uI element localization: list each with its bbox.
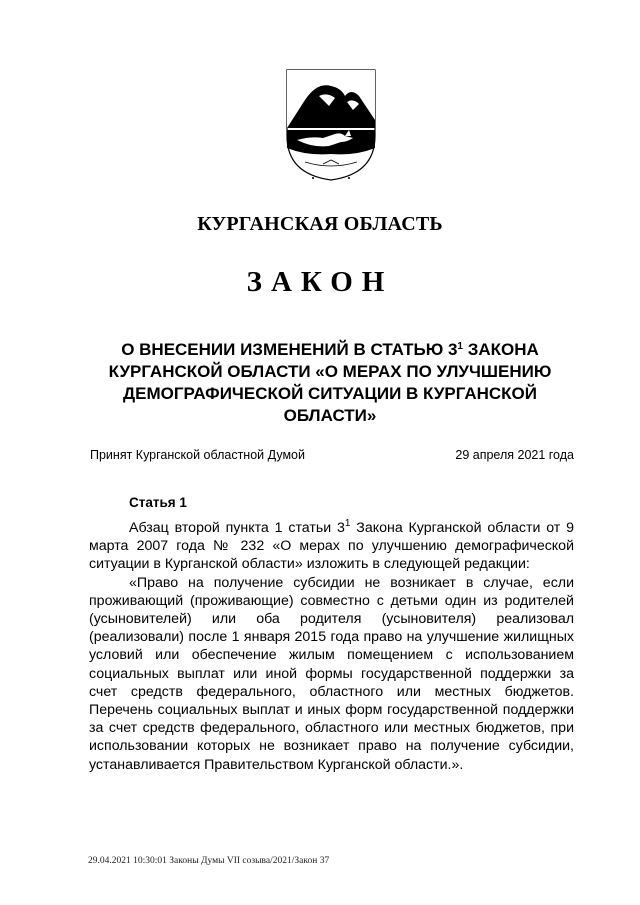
document-type: ЗАКОН xyxy=(246,266,394,298)
adoption-body: Принят Курганской областной Думой xyxy=(90,448,305,462)
law-title-part2: ЗАКОНА КУРГАНСКОЙ ОБЛАСТИ «О МЕРАХ ПО УЛУЧШЕНИЮ ДЕМОГРАФИЧЕСКОЙ СИТУАЦИИ В КУРГАНСКОЙ ОБЛАСТИ» xyxy=(108,340,552,425)
article-paragraph-1 xyxy=(89,519,574,574)
paragraph-1-superscript: 1 xyxy=(344,518,351,529)
paragraph-1-part1: Абзац второй пункта 1 статьи 3 xyxy=(129,520,345,536)
paragraph-1-part2: Закона Курганской области от 9 марта 2007 года № 232 «О мерах по улучшению демографической ситуации в Курганской области» изложить в следующей редакции: xyxy=(89,520,574,573)
law-title-part1: О ВНЕСЕНИИ ИЗМЕНЕНИЙ В СТАТЬЮ 3 xyxy=(121,340,458,359)
region-name: КУРГАНСКАЯ ОБЛАСТЬ xyxy=(197,213,443,235)
adoption-line xyxy=(90,448,574,462)
coat-of-arms-icon xyxy=(283,66,379,184)
document-footer: 29.04.2021 10:30:01 Законы Думы VII созыва/2021/Закон 37 xyxy=(88,856,330,866)
law-title xyxy=(100,339,560,427)
law-title-superscript: 1 xyxy=(457,341,463,352)
article-heading: Статья 1 xyxy=(129,495,187,510)
adoption-date: 29 апреля 2021 года xyxy=(455,448,574,462)
article-paragraph-2: «Право на получение субсидии не возникает в случае, если проживающий (проживающие) совместно с детьми один из родителей (усыновителей) или оба родителя (усыновителя) реализовал (реализовали) после 1 января 2015 года право на улучшение жилищных условий или обеспечение жилым помещением с использованием социальных выплат или иной формы государственной поддержки за счет средств федерального, областного или местных бюджетов. Перечень социальных выплат и иных форм государственной поддержки за счет средств федерального, областного или местных бюджетов, при использовании которых не возникает право на получение субсидии, устанавливается Правительством Курганской области.». xyxy=(89,574,574,773)
article-body xyxy=(89,519,574,774)
